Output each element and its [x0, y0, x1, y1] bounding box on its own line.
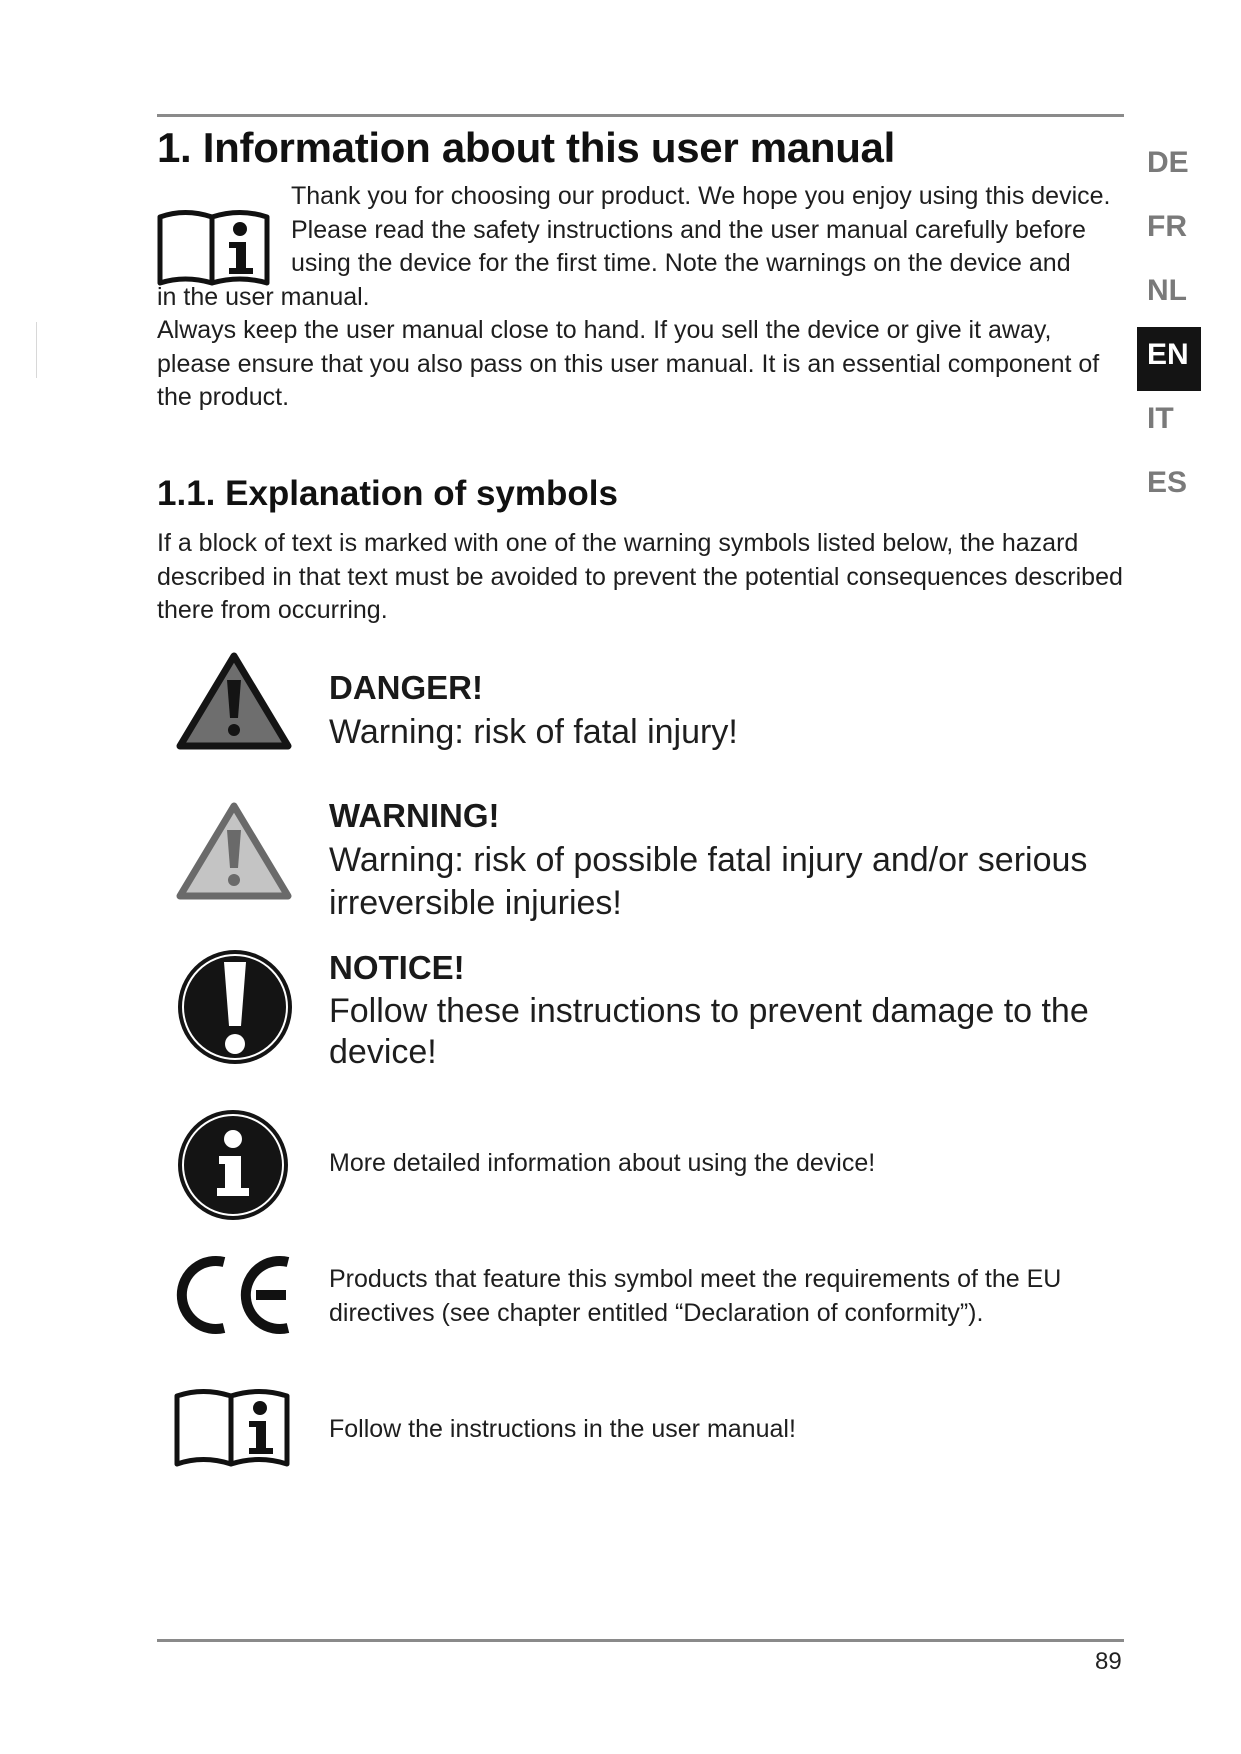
page-title: 1. Information about this user manual	[157, 124, 895, 171]
lang-tab-de[interactable]: DE	[1147, 146, 1189, 179]
notice-text: Follow these instructions to prevent damage to the device!	[329, 992, 1089, 1071]
intro-paragraphs	[157, 180, 1127, 415]
section-heading-symbols: 1.1. Explanation of symbols	[157, 474, 618, 513]
lang-tab-en[interactable]: EN	[1137, 327, 1201, 391]
lang-tab-es[interactable]: ES	[1147, 466, 1188, 499]
top-rule	[157, 114, 1124, 117]
lang-tab-it[interactable]: IT	[1147, 402, 1174, 435]
info-circle-icon	[174, 1106, 292, 1224]
ce-mark-icon	[174, 1250, 296, 1340]
warning-triangle-icon	[174, 800, 294, 902]
scan-margin-mark	[36, 322, 37, 378]
danger-title: DANGER!	[329, 669, 483, 706]
page-number: 89	[1095, 1648, 1122, 1675]
lang-tab-fr[interactable]: FR	[1147, 210, 1187, 243]
ce-text: Products that feature this symbol meet the requirements of the EU directives (see chapter entitled “Declaration of conformity”).	[329, 1265, 1062, 1327]
language-tabs	[1137, 135, 1201, 519]
lang-tab-nl[interactable]: NL	[1147, 274, 1187, 307]
intro-line-2-continued: in the user manual.	[157, 282, 370, 311]
intro-line-1: Thank you for choosing our product. We hope you enjoy using this device.	[291, 182, 1111, 210]
symbols-intro-text: If a block of text is marked with one of the warning symbols listed below, the hazard described in that text must be avoided to prevent the potential consequences described there from occurring.	[157, 529, 1123, 624]
notice-exclamation-icon	[174, 946, 296, 1068]
intro-line-2: Please read the safety instructions and the user manual carefully before using the device for the first time. Note the warnings on the device and	[291, 215, 1086, 277]
info-text: More detailed information about using the device!	[329, 1149, 876, 1177]
danger-text: Warning: risk of fatal injury!	[329, 713, 738, 751]
warning-text: Warning: risk of possible fatal injury and/or serious irreversible injuries!	[329, 841, 1088, 922]
danger-triangle-icon	[174, 650, 294, 752]
manual-text: Follow the instructions in the user manual!	[329, 1415, 796, 1443]
intro-line-3: Always keep the user manual close to hand. If you sell the device or give it away, please ensure that you also pass on this user manual. It is an essential component of the product.	[157, 316, 1100, 411]
notice-title: NOTICE!	[329, 949, 465, 986]
warning-title: WARNING!	[329, 797, 500, 834]
bottom-rule	[157, 1639, 1124, 1642]
read-manual-icon	[174, 1384, 292, 1470]
